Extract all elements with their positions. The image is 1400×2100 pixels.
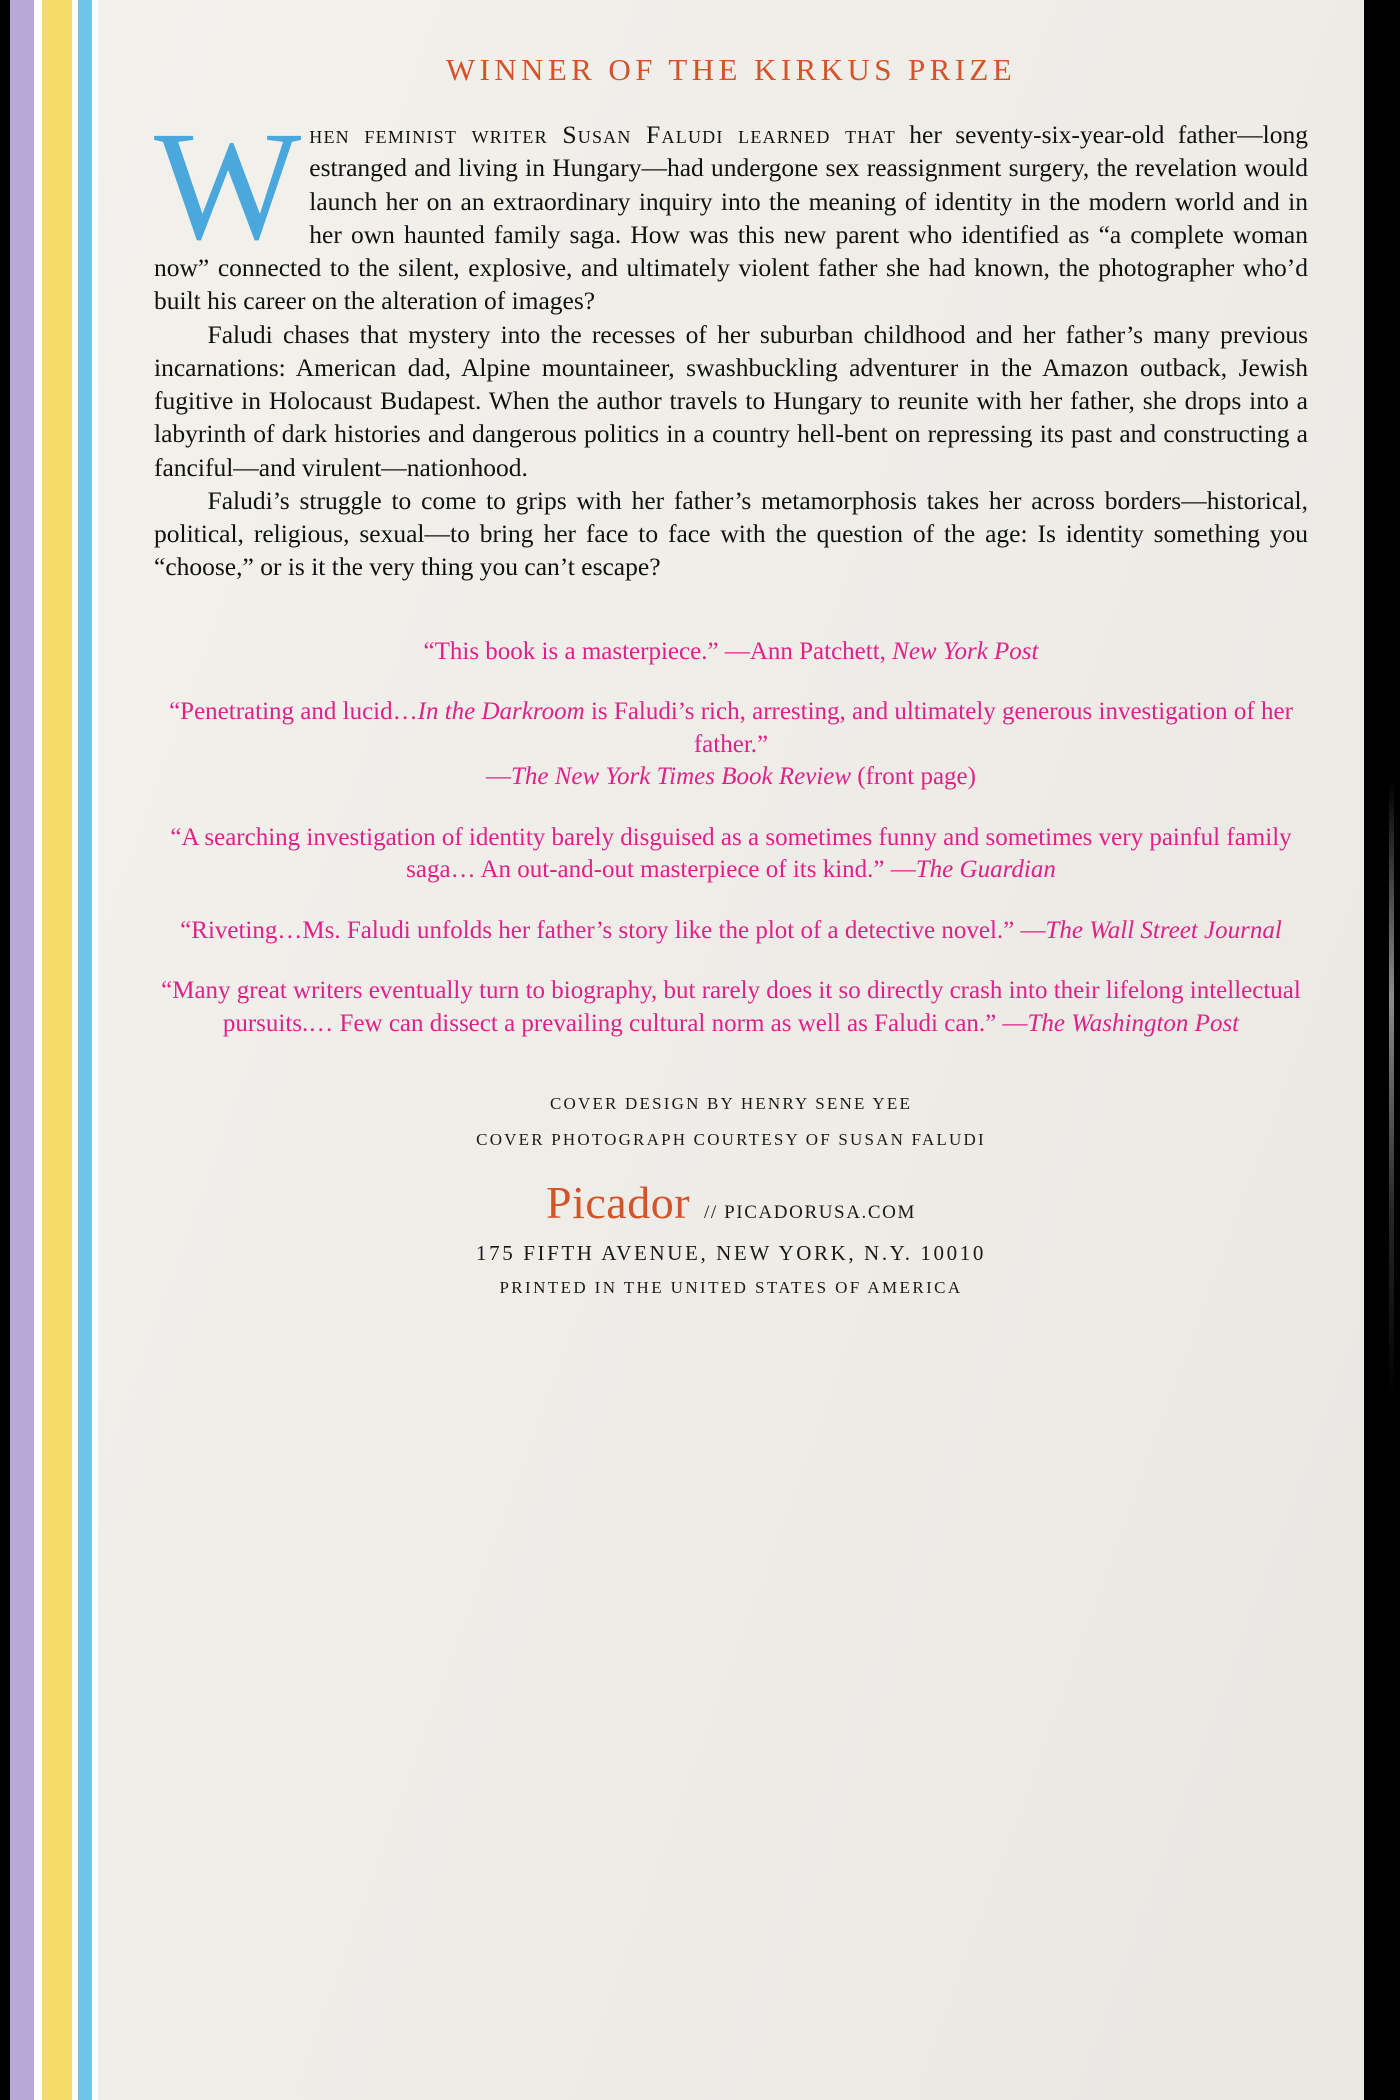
blurb-item — [154, 696, 1308, 794]
blurb-quote: “Penetrating and lucid… — [169, 698, 418, 726]
blurb-item — [154, 915, 1308, 948]
cover-design-credit: COVER DESIGN BY HENRY SENE YEE — [549, 1094, 913, 1114]
blurb-source: The Guardian — [915, 856, 1056, 884]
jacket-paragraph-2: Faludi chases that mystery into the recesses of her suburban childhood and her father’s many previous incarnations: American dad, Alpine mountaineer, swashbuckling adventurer in the Amazon outback, Jewish fugitive in Holocaust Budapest. When the author travels to Hungary to reunite with her father, she drops into a labyrinth of dark histories and dangerous politics in a country hell-bent on repressing its past and constructing a fanciful—and virulent—nationhood. — [154, 319, 1308, 482]
blurb-attribution: —Ann Patchett, — [718, 637, 893, 665]
credits-block — [154, 1094, 1308, 1298]
stripe-black — [0, 0, 10, 2100]
blurb-list — [154, 636, 1308, 1041]
blurb-item — [154, 822, 1308, 887]
blurb-quote: “A searching investigation of identity barely disguised as a sometimes funny and sometimes very painful family saga… An out-and-out masterpiece of its kind.” — [170, 823, 1292, 884]
imprint-row — [154, 1176, 1308, 1229]
rainbow-stripe-band — [0, 0, 98, 2100]
publisher-logo: Picador — [546, 1177, 691, 1229]
jacket-copy — [154, 99, 1308, 584]
publisher-address: 175 FIFTH AVENUE, NEW YORK, N.Y. 10010 — [476, 1241, 986, 1266]
stripe-purple — [10, 0, 34, 2100]
drop-cap: W — [154, 99, 302, 272]
blurb-item — [154, 636, 1308, 669]
blurb-attribution: — — [1014, 916, 1046, 944]
blurb-attribution: — — [996, 1009, 1028, 1037]
award-banner: WINNER OF THE KIRKUS PRIZE — [445, 52, 1017, 87]
spine-edge — [1364, 0, 1400, 2100]
blurb-source: The Washington Post — [1027, 1009, 1240, 1037]
jacket-paragraph-1-rest: her seventy-six-year-old father—long estranged and living in Hungary—had undergone sex reassignment surgery, the revelation would launch her on an extraordinary inquiry into the meaning of identity in the modern world and in her own haunted family saga. How was this new parent who identified as “a complete woman now” connected to the silent, explosive, and ultimately violent father she had known, the photographer who’d built his career on the alteration of images? — [154, 120, 1308, 316]
blurb-source: New York Post — [892, 637, 1039, 665]
blurb-quote-rest: is Faludi’s rich, arresting, and ultimately generous investigation of her father.” — [584, 698, 1293, 758]
blurb-item — [154, 975, 1308, 1040]
jacket-paragraph-1 — [154, 99, 1308, 318]
blurb-source: The Wall Street Journal — [1045, 916, 1282, 944]
blurb-attribution: — — [486, 763, 511, 791]
back-cover-panel — [98, 0, 1364, 2100]
stripe-white-1 — [34, 0, 42, 2100]
jacket-paragraph-3: Faludi’s struggle to come to grips with her father’s metamorphosis takes her across borders—historical, political, religious, sexual—to bring her face to face with the question of the age: Is identity something you “choose,” or is it the very thing you can’t escape? — [154, 485, 1308, 582]
blurb-quote: “This book is a masterpiece.” — [423, 637, 719, 665]
publisher-website[interactable]: // PICADORUSA.COM — [704, 1202, 916, 1224]
blurb-quote: “Many great writers eventually turn to biography, but rarely does it so directly crash into their lifelong intellectual pursuits.… Few can dissect a prevailing cultural norm as well as Faludi can.” — [161, 977, 1301, 1037]
blurb-title-italic: In the Darkroom — [417, 698, 585, 726]
opening-small-caps: hen feminist writer Susan Faludi learned that — [309, 120, 896, 149]
stripe-blue — [78, 0, 92, 2100]
printed-in-line: PRINTED IN THE UNITED STATES OF AMERICA — [499, 1278, 963, 1298]
blurb-source: The New York Times Book Review — [511, 763, 852, 791]
stripe-yellow — [42, 0, 72, 2100]
blurb-attribution-tail: (front page) — [851, 763, 976, 791]
blurb-attribution: — — [884, 856, 916, 884]
blurb-quote: “Riveting…Ms. Faludi unfolds her father’s story like the plot of a detective novel.” — [180, 916, 1015, 944]
cover-photograph-credit: COVER PHOTOGRAPH COURTESY OF SUSAN FALUDI — [476, 1130, 986, 1150]
spine-gloss-highlight — [1389, 780, 1394, 1400]
